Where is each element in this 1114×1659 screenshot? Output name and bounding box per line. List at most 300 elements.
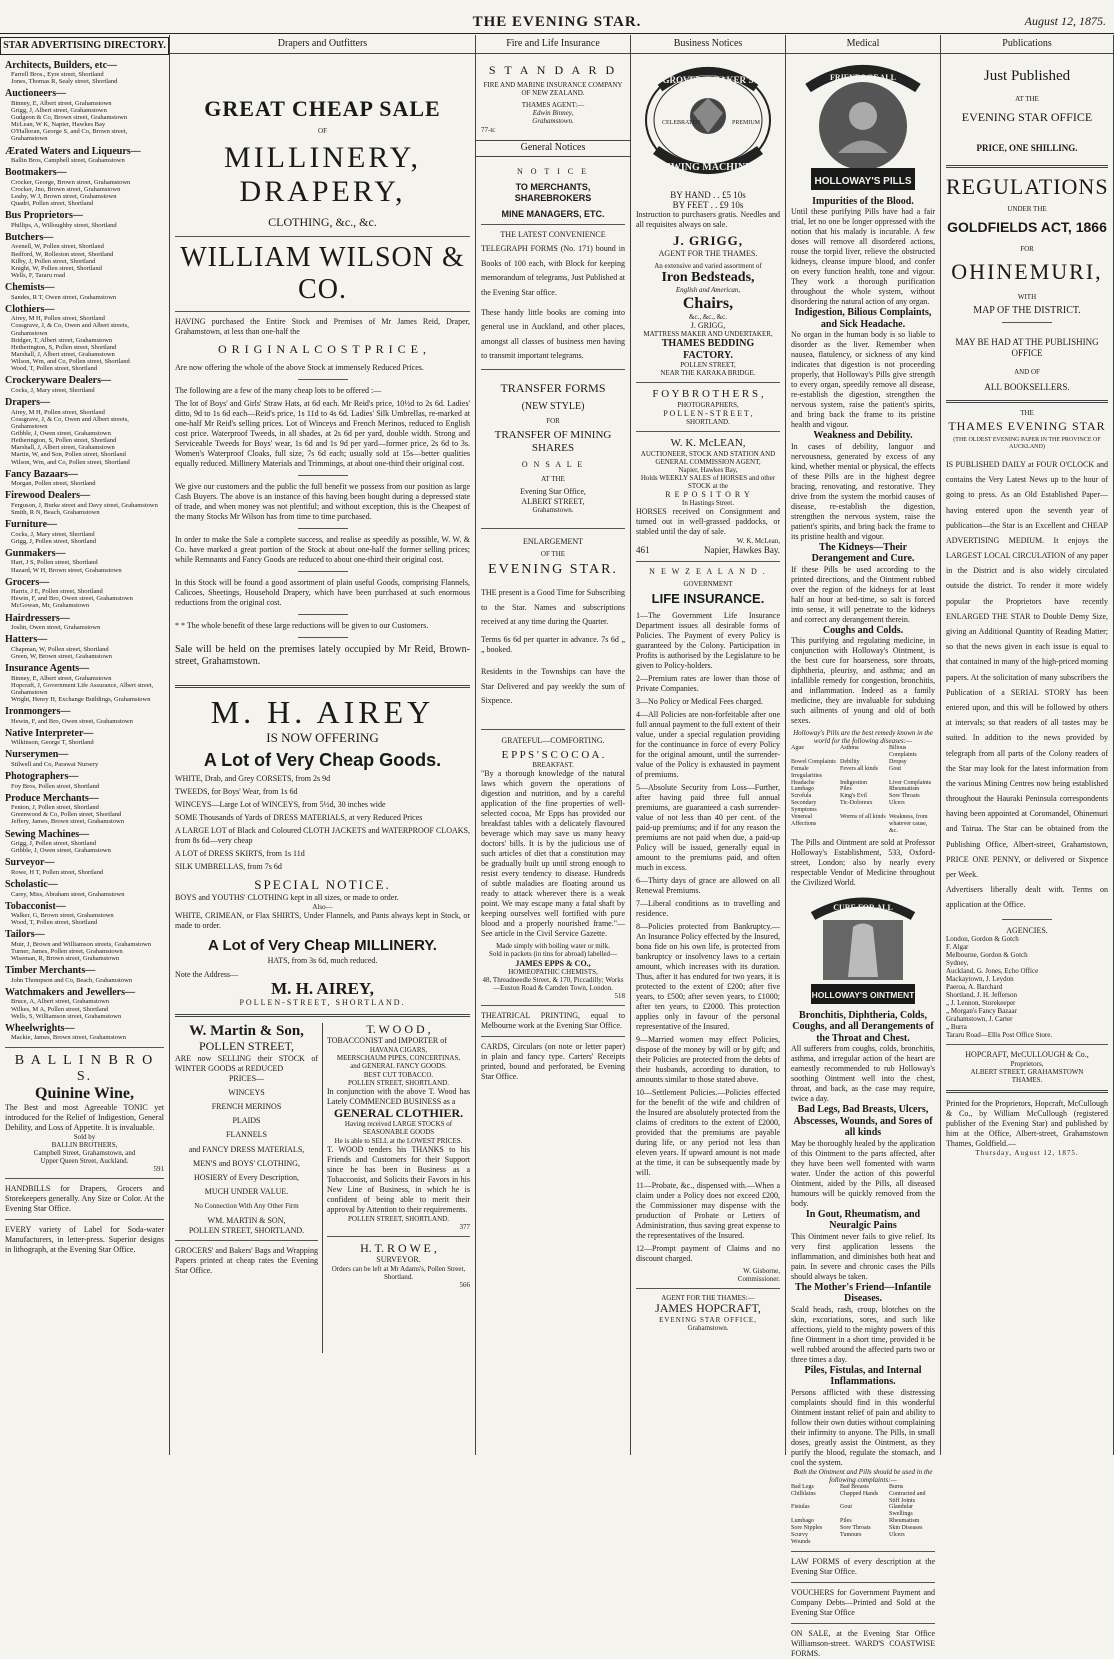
ballin-seller: BALLIN BROTHERS, (51, 1141, 118, 1150)
coastwise-forms: ON SALE, at the Evening Star Office Williamson-street. WARD'S COASTWISE FORMS. (791, 1628, 935, 1658)
disease-item: Secondary Symptoms (791, 800, 817, 814)
drapers-p4: We give our customers and the public the full benefit we possess from our position as large Cash Buyers. The above is an instance of this having been bought during a depressed state of trade, and when money was not plentiful; and without exception, this is the Cheapest of the many Stocks Mr Wilson has from time to time purchased. (175, 481, 470, 521)
directory-entry: Wilson, Wm, and Co, Pollen street, Shortland (11, 358, 130, 366)
pub-albert: ALBERT STREET, GRAHAMSTOWN (970, 1067, 1084, 1076)
gb-premium: PREMIUM (732, 119, 761, 126)
directory-category: Photographers— (5, 771, 79, 783)
drapers-p2: Are now offering the whole of the above Stock at immensely Reduced Prices. (175, 362, 424, 372)
ballin-addr2: Upper Queen Street, Auckland. (40, 1157, 129, 1166)
hats-line: HATS, from 3s 6d, much reduced. (267, 956, 378, 966)
notices-column (476, 35, 631, 1455)
clothing-line: CLOTHING, &c., &c. (268, 214, 377, 229)
directory-entry: Bruce, A, Albert street, Grahamstown (11, 998, 110, 1006)
airey-item: SOME Thousands of Yards of DRESS MATERIALS, at very Reduced Prices (175, 813, 423, 823)
piles-text: Persons afflicted with these distressing complaints should find in this wonderful Ointment instant relief of pain and ability to follow their own duties without complaining their infirmity to anyone. The Pills, in small doses, greatly assist the Ointment, as they purify the blood, regulate the stomach, and cool the system. (791, 1387, 935, 1467)
directory-title: STAR ADVERTISING DIRECTORY. (0, 37, 169, 55)
complaint-item: Chapped Hands (840, 1490, 879, 1497)
gb-celebrated: CELEBRATED (662, 119, 701, 126)
gb-left: GROVER & BAKER'S (662, 74, 754, 85)
drapers-p8: Sale will be held on the premises lately occupied by Mr Reid, Brown-street, Grahamstown. (175, 643, 470, 668)
may-be-had: MAY BE HAD AT THE PUBLISHING OFFICE (955, 337, 1099, 358)
life-point: 5—Absolute Security from Loss—Further, after having paid three full annual premiums, are guaranteed a cash surrender-value of not less than 40 per cent. of the paid-up premiums; and if for any reason the premiums are not paid when due, a paid-up Policy will be issued, generally equal in amount to the premiums paid, and often much in excess. (636, 782, 780, 872)
pub-thames: THAMES. (1011, 1075, 1043, 1084)
epps-addr: 48, Threadneedle Street, & 170, Piccadilly; Works—Euston Road & Camden Town, London. (482, 975, 624, 992)
directory-category: Hairdressers— (5, 612, 70, 624)
directory-entry: Chapman, W, Pollen street, Shortland (11, 645, 109, 653)
by-feet: BY FEET . . £9 10s (672, 199, 744, 210)
complaint-item: Bad Breasts (840, 1483, 869, 1490)
breakfast: BREAKFAST. (532, 761, 574, 770)
complaint-item: Chilblains (791, 1490, 816, 1497)
grocers-bags-ad: GROCERS' and Bakers' Bags and Wrapping Papers printed at cheap rates the Evening Star Office. (175, 1245, 318, 1275)
piles: Piles, Fistulas, and Internal Inflammations. (804, 1364, 922, 1388)
fire-header: Fire and Life Insurance (476, 37, 630, 54)
wood-p2: In conjunction with the above T. Wood has Lately COMMENCED BUSINESS as a (327, 1086, 470, 1106)
enlargement: ENLARGEMENT (523, 536, 583, 546)
directory-category: Produce Merchants— (5, 792, 99, 804)
directory-entry: Wells, F, Tararu road (11, 272, 66, 280)
disease-item: Scrofula (791, 793, 812, 800)
disease-item: Bowel Complaints (791, 758, 836, 765)
standard-title: S T A N D A R D (488, 62, 618, 77)
printed-imprint: Printed for the Proprietors, Hopcraft, McCullough & Co., by William McCullough (registered publisher of the Evening Star) and published by him at the Office, Albert-street, Grahamstown Thames, Goldfield.— (946, 1098, 1108, 1148)
directory-entry: Wiseman, R, Brown street, Grahamstown (11, 955, 120, 963)
airey-addr: POLLEN-STREET, SHORTLAND. (239, 998, 406, 1008)
life-point: 3—No Policy or Medical Fees charged. (636, 696, 763, 706)
general-notices-header: General Notices (476, 140, 630, 158)
general-clothier: GENERAL CLOTHIER. (333, 1105, 464, 1120)
ballin-product: Quinine Wine, (35, 1084, 134, 1102)
note-address: Note the Address— (175, 969, 239, 979)
vouchers: VOUCHERS for Government Payment and Company Debts—Printed and Sold at the Evening Star Office (791, 1587, 935, 1617)
wood-p1: TOBACCONIST and IMPORTER of (327, 1036, 447, 1046)
mothers-text: Scald heads, rash, croup, blotches on the skin, excoriations, sores, and such like affections, yield to the mighty powers of this fine Ointment in a short time, provided it be well rubbed around the affected parts two or three times a day. (791, 1304, 935, 1364)
disease-item: Gout (889, 765, 901, 772)
gb-mid: SEWING MACHINES (658, 161, 758, 173)
issue-date: August 12, 1875. (1024, 14, 1106, 28)
martin-prices: PRICES— (228, 1073, 265, 1083)
directory-entry: Marshall, J, Albert street, Grahamstown (11, 444, 115, 452)
bronchitis: Bronchitis, Diphtheria, Colds, Coughs, and all Derangements of the Throat and Chest. (792, 1009, 934, 1044)
life-point: 12—Prompt payment of Claims and no discount charged. (636, 1243, 780, 1263)
directory-category: Gunmakers— (5, 547, 66, 559)
directory-category: Tobacconist— (5, 900, 66, 912)
directory-entry: Bedford, W, Rolleston street, Shortland (11, 250, 114, 258)
directory-entry: Joslin, Owen street, Grahamstown (11, 624, 101, 632)
life-point: 6—Thirty days of grace are allowed on all Renewal Premiums. (636, 875, 780, 895)
drapers-p5: In order to make the Sale a complete success, and realise as speedily as possible, W. W. & Co. have marked a great portion of the Stock at about one-half the former selling prices; while Remnants and Fancy Goods are reduced to about one-third their original cost. (175, 534, 470, 564)
wood-item: MEERSCHAUM PIPES, CONCERTINAS, (336, 1054, 461, 1063)
directory-entry: Airey, M H, Pollen street, Shortland (11, 315, 105, 323)
agent-entry: Mackaytown, J. Leydon (946, 975, 1014, 984)
disease-item: Worms of all kinds (840, 814, 886, 820)
directory-entry: Green, W, Brown street, Grahamstown (11, 652, 112, 660)
handy-books: These handy little books are coming into general use in Auckland, and other places, amongst all classes of business men having to transmit important telegrams. (481, 308, 625, 361)
thames-evening-star: THAMES EVENING STAR (948, 419, 1106, 434)
directory-entry: Mackie, James, Brown street, Grahamstown (11, 1034, 126, 1042)
millinery-lot: A Lot of Very Cheap MILLINERY. (208, 937, 437, 955)
directory-entry: Wilkes, M A, Pollen street, Shortland (11, 1005, 109, 1013)
mclean-auct: AUCTIONEER, STOCK AND STATION AND GENERAL COMMISSION AGENT, (640, 449, 776, 466)
new-style: (NEW STYLE) (521, 401, 585, 413)
holloway-ointment-label: HOLLOWAY'S OINTMENT (811, 989, 915, 1000)
with-label: WITH (1017, 292, 1037, 301)
wilson-firm: WILLIAM WILSON & CO. (180, 241, 465, 305)
ballin-num: 591 (153, 1165, 164, 1174)
directory-entry: Sandes, R T, Owen street, Grahamstown (11, 293, 117, 301)
airey-item: WINCEYS—Large Lot of WINCEYS, from 5½d, 30 inches wide (175, 800, 386, 810)
disease-item: Rheumatism (889, 786, 920, 793)
mclean-napier2: Napier, Hawkes Bay. (703, 545, 780, 556)
subscribe-text: THE present is a Good Time for Subscribing to the Star. Names and subscriptions received at any time during the Quarter. (481, 588, 625, 626)
complaint-item: Ulcers (889, 1532, 905, 1538)
directory-entry: Martin, W, and Son, Pollen street, Shortland (11, 451, 126, 459)
bronchitis-text: All sufferers from coughs, colds, bronchitis, asthma, and irregular action of the heart are earnestly recommended to rub Holloway's soothing Ointment well into the chest, throat, and back, as the case may require, twice a day. (791, 1044, 935, 1104)
under-the: UNDER THE (1007, 205, 1047, 214)
special-notice: SPECIAL NOTICE. (254, 877, 391, 893)
notice-title: N O T I C E (516, 167, 590, 177)
known-line: Holloway's Pills are the best remedy known in the world for the following diseases:— (793, 729, 933, 746)
boys-notice: BOYS and YOUTHS' CLOTHING kept in all sizes, or made to order. (175, 893, 399, 903)
complaint-item: Skin Diseases (889, 1525, 923, 1532)
publications-header: Publications (941, 37, 1113, 54)
airey-offering: IS NOW OFFERING (266, 729, 379, 745)
life-insurance: LIFE INSURANCE. (651, 590, 765, 606)
also-label: Also— (312, 903, 333, 912)
holloway-ointment-emblem (793, 892, 933, 1007)
agent-name: Edwin Binney, (532, 109, 574, 118)
star-description: IS PUBLISHED DAILY at FOUR O'CLOCK and contains the Very Latest News up to the hour of going to press. As an Old Established Paper—having entered upon the seventh year of publication—the Star is an Excellent and CHEAP ADVERTISING MEDIUM. It enjoys the LARGEST LOCAL CIRCULATION of any paper in the District and is also widely circulated outside the district. To render it more widely popular the Proprietors have recently ENLARGED THE STAR to Double Demy Size, giving an Additional Quantity of Reading Matter; so that the news given in each issue is equal to that contained in many of the high-priced morning papers. At the solicitation of many subscribers the Publication of a SERIAL STORY has been entered upon, and this will be followed by others at intervals; so that readers of all tastes may be suited. In addition to the news provided by telegraph from all parts of the Colony readers of the Star may look for the latest information from the various Mining Centres now being established throughout the Hauraki Peninsula correspondents having been appointed at Coromandel, Ohinemuri and Tairua. The Star can be obtained from the Publishing Office, Albert-street, Grahamstown, PRICE ONE PENNY, or delivered or Sixpence per Week. (946, 459, 1108, 880)
sale-of: OF (318, 126, 327, 135)
holloway-pills-label: HOLLOWAY'S PILLS (814, 175, 912, 187)
directory-entry: Hewin, F, and Bro, Owen street, Grahamstown (11, 595, 133, 603)
james-epps: JAMES EPPS & CO., (515, 958, 591, 968)
sale-title: GREAT CHEAP SALE (204, 95, 441, 121)
wood-p5: T. WOOD tenders his THANKS to his Friends and Customers for their Support since he has been in Business as a Tobacconist, and Solicits their Favors in his New Line of Business, in which he is confident of being able to merit their approval by Attention to their requirements. (327, 1144, 470, 1214)
wood-addr: POLLEN STREET, SHORTLAND. (348, 1078, 449, 1087)
evening-star: EVENING STAR. (488, 562, 618, 578)
martin-item: MUCH UNDER VALUE. (204, 1187, 289, 1197)
directory-entry: Hewin, F, and Bro, Owen street, Grahamstown (11, 717, 133, 725)
publishing-office: EVENING STAR OFFICE (961, 109, 1093, 124)
life-point: 2—Premium rates are lower than those of Private Companies. (636, 673, 780, 693)
directory-entry: O'Halloran, George S, and Co, Brown street, Grahamstown (11, 128, 128, 143)
disease-item: Ulcers (889, 800, 905, 807)
martin-noconn: No Connection With Any Other Firm (194, 1202, 299, 1211)
near-bridge: NEAR THE KARAKA BRIDGE. (660, 369, 756, 378)
directory-category: Scholastic— (5, 879, 58, 890)
mclean-sign: W. K. McLean, (736, 537, 780, 546)
directory-entry: Cocks, J, Mary street, Shortland (11, 386, 95, 394)
holloway-pills-emblem (793, 58, 933, 193)
epps-text: "By a thorough knowledge of the natural laws which govern the operations of digestion and nutrition, and by a careful application of the fine properties of well-selected cocoa, Mr Epps has provided our breakfast tables with a delicately flavoured beverage which may save us many heavy doctors' bills. It is by the judicious use of such articles of diet that a constitution may be gradually built up until strong enough to resist every tendency to disease. Hundreds of subtle maladies are floating around us ready to attack wherever there is a weak point. We may escape many a fatal shaft by keeping ourselves well fortified with pure blood and a properly nourished frame."—See article in the Civil Service Gazette. (481, 769, 625, 939)
directory-entry: Crocker, George, Brown street, Grahamstown (11, 178, 131, 186)
life-point: 11—Probate, &c., dispensed with.—When a claim under a Policy does not exceed £200, the Commissioner may dispense with the production of Probate or Letters of Administration, thus saving great expense to the representatives of the Insured. (636, 1180, 780, 1240)
by-hand: BY HAND . . £5 10s (670, 189, 746, 200)
directory-category: Ærated Waters and Liqueurs— (5, 145, 141, 157)
life-point: 4—All Policies are non-forfeitable after one full annual payment to the full extent of their value, under a special regulation providing for the continuance in force of every Policy for the original amount, until the surrender-value of the Policy is exhausted in payment of premiums. (636, 709, 780, 779)
government: GOVERNMENT (683, 579, 733, 588)
directory-category: Architects, Builders, etc— (5, 59, 118, 71)
complaint-item: Bad Legs (791, 1483, 814, 1490)
complaint-item: Glandular Swellings (889, 1504, 913, 1518)
directory-entry: Cossgrave, J, & Co, Owen and Albert streets, Grahamstown (11, 322, 129, 337)
agent-entry: „ Morgan's Fancy Bazaar (946, 1007, 1017, 1016)
complaint-item: Gout (840, 1504, 852, 1511)
disease-item: King's Evil (840, 793, 867, 800)
disease-item: Venereal Affections (791, 814, 817, 827)
telegraph-forms: TELEGRAPH FORMS (No. 171) bound in Books of 100 each, with Block for keeping memorandum of telegrams, Just Published at the Evening Star office. (481, 244, 625, 297)
directory-entry: Ferguson, J, Burke street and Davy street, Grahamstown (11, 501, 158, 509)
commissioner: Commissioner. (737, 1274, 780, 1283)
chairs: Chairs, (682, 294, 734, 312)
coughs: Coughs and Colds. (822, 624, 904, 636)
agent-entry: Sydney, (946, 958, 969, 967)
star-office-label: EVENING STAR OFFICE, (659, 1315, 757, 1324)
martin-item: and FANCY DRESS MATERIALS, (188, 1144, 305, 1154)
epps-cocoa: E P P S ' S C O C O A . (501, 748, 605, 761)
rowe-name: H. T. R O W E , (360, 1240, 437, 1255)
directory-entry: Gribble, J, Owen street, Grahamstown (11, 430, 111, 437)
complaint-item: Sore Throats (840, 1525, 871, 1532)
directory-category: Auctioneers— (5, 88, 67, 100)
disease-item: Headache (791, 779, 815, 786)
made-simply: Made simply with boiling water or milk. (496, 942, 610, 951)
life-point: 10—Settlement Policies.—Policies effected for the benefit of the wife and children of the Insured are absolutely protected from the claims of creditors to the extent of £2000, provided that the premiums are payable during life, or any period not less than eleven years. If upward amount is not made at the time, it can be subsequently made by will. (636, 1087, 780, 1177)
directory-entry: McGowan, Mr, Grahamstown (11, 602, 90, 610)
sold-packets: Sold in packets (in tins for abroad) labelled— (488, 950, 618, 959)
life-point: 1—The Government Life Insurance Department issues all desirable forms of Policies. The Payment of every Policy is guaranteed by the Colony. Participation in Profits is authorised by the Legislature to be given to Policy-holders. (636, 610, 780, 670)
new-zealand: N E W Z E A L A N D . (649, 566, 767, 576)
gout-text: This Ointment never fails to give relief. Its very first application lessens the inflammation, and diminishes both heat and pain. In severe and chronic cases the Pills should always be taken. (791, 1231, 935, 1281)
directory-entry: Grigg, J, Pollen street, Shortland (11, 840, 97, 848)
impurities-text: Until these purifying Pills have had a fair trial, let no one be longer oppressed with the notion that his malady is incurable. A few doses will remove all disordered actions, rouse the torpid liver, relieve the obstructed kidneys, cleanse impure blood, and confer on every function health, tone and vigour. They work a thorough purification throughout the whole system, without disordering the natural action of any organ. (791, 207, 935, 306)
terms-text: Terms 6s 6d per quarter in advance. 7s 6d „ „ booked. (481, 635, 625, 655)
indigestion-text: No organ in the human body is so liable to disorder as the liver. Remember when nausea, flatulency, or sickness of any kind indicates that digestion is not proceeding properly, that Holloway's Pills give strength to every organ, speedily remove all disease, re-establish the digestion, strengthen the nervous system, raise the patient's spirits, and bring back the frame to its pristine health and vigour. (791, 330, 935, 429)
directory-entry: Phillips, A, Willoughby street, Shortland (11, 221, 117, 229)
drapers-header: Drapers and Outfitters (170, 37, 475, 54)
ohinemuri: OHINEMURI, (951, 259, 1103, 285)
martin-item: FRENCH MERINOS (211, 1102, 282, 1111)
cards-ad: CARDS, Circulars (on note or letter paper) in plain and fancy type. Carters' Receipts printed, bound and perforated, be Evening Star Office. (481, 1041, 625, 1081)
hastings: In Hastings Street. (682, 499, 734, 508)
directory-category: Native Interpreter— (5, 727, 94, 739)
weakness-text: In cases of debility, languor and nervousness, generated by excess of any kind, whether mental or physical, the effects of these Pills are in the highest degree bracing, renovating, and restorative. They drive from the system the morbid causes of disease, re-establish the digestion, strengthen the nervous system, raise the patient's spirits, and bring back the frame to its pristine health and vigour. (791, 441, 935, 541)
directory-entry: Knight, W, Pollen street, Shortland (11, 264, 102, 272)
hopcraft-name: JAMES HOPCRAFT, (655, 1301, 761, 1315)
bedding-factory: THAMES BEDDING FACTORY. (661, 338, 755, 361)
directory-category: Bus Proprietors— (5, 210, 83, 222)
mining-shares: TRANSFER OF MINING SHARES (494, 428, 612, 454)
advertisers: Advertisers liberally dealt with. Terms on application at the Office. (946, 885, 1108, 910)
business-column (631, 35, 786, 1455)
disease-item: Piles (840, 786, 852, 793)
agent-entry: „ J. Lennon, Storekeeper (946, 999, 1016, 1008)
directory-entry: Wells, S, Williamson street, Grahamstown (11, 1012, 122, 1020)
grigg-agent: AGENT FOR THE THAMES. (658, 249, 758, 259)
agencies-title: AGENCIES. (1006, 925, 1048, 935)
mclean-napier: Napier, Hawkes Bay, (678, 465, 738, 474)
directory-category: Sewing Machines— (5, 828, 90, 840)
drapers-list: The lot of Boys' and Girls' Straw Hats, at 6d each. Mr Reid's price, 10½d to 2s 6d. Ladies' ditto, 9d to 1s 6d each—Reid's price, 1s 11d to 4s 6d. Ladies' Silk Umbrellas, re-marked at one-half Mr Reid's selling prices. Lot of Winceys and French Merinos, reduced to English cost price. Waterproof Tweeds, in all shades, at 2s 6d per yard, double width. Strong and Serviceable Tweeds for Boys' wear, 1s 6d and 1s 9d per yard—former price, 2s 6d to 3s. Women's Waterproof Cloaks, full size, 7s 6d each; usually sold at 15s—better qualities equally reduced. Millinery Materials and Trimmings, at about one-third their original cost. (175, 398, 470, 468)
labels-ad: EVERY variety of Label for Soda-water Manufacturers, in letter-press. Superior designs in lithograph, at the Evening Star Office. (5, 1225, 164, 1255)
life-point: 8—Policies protected from Bankruptcy.—An Insurance Policy effected by the Insured, bona fide on his own life, is protected from bankruptcy or insolvency laws to a certain amount, which increases with its duration. Thus, after it has endured for two years, it is protected to the extent of £200; after five years, to £500; after seven years, to £1000; after ten years, to £2000. This protection applies only in favour of the personal representative of the Insured. (636, 921, 780, 1031)
bad-legs-text: May be thoroughly healed by the application of this Ointment to the parts affected, after they have been well fomented with warm water. Under the action of this powerful Ointment, aided by the Pills, all diseased humours will be quickly removed from the body. (791, 1138, 935, 1208)
directory-category: Bootmakers— (5, 167, 67, 179)
grahams-label: Grahamstown. (687, 1323, 729, 1332)
etc-line: &c., &c., &c. (689, 312, 727, 321)
homeopathic: HOMŒOPATHIC CHEMISTS, (508, 967, 598, 976)
directory-entry: Grigg, J, Albert street, Grahamstown (11, 106, 107, 114)
disease-item: Indigestion (840, 779, 867, 786)
medical-header: Medical (786, 37, 940, 54)
wood-addr2: POLLEN STREET, SHORTLAND. (348, 1214, 449, 1223)
hopcraft-proprietors: HOPCRAFT, McCULLOUGH & Co., (965, 1050, 1089, 1060)
business-header: Business Notices (631, 37, 785, 54)
drapers-p6: In this Stock will be found a good assortment of plain useful Goods, comprising Flannels, Calicoes, Sheetings, Household Drapery, which have been purchased at such enormous reductions from the original cost. (175, 577, 470, 607)
fire-num: 77-tc (481, 125, 496, 134)
weakness: Weakness and Debility. (813, 430, 913, 441)
wood-p4: He is able to SELL at the LOWEST PRICES. (334, 1136, 463, 1145)
rowe-role: SURVEYOR. (376, 1255, 421, 1265)
agent-entry: Shortland, J. H. Jefferson (946, 991, 1018, 1000)
airey-addr-name: M. H. AIREY, (271, 978, 374, 998)
directory-entry: Crocker, Jno, Brown street, Grahamstown (11, 185, 121, 193)
airey-lot: A Lot of Very Cheap Goods. (203, 749, 442, 770)
complaint-item: Burns (889, 1483, 904, 1490)
directory-entry: Gribble, J, Owen street, Grahamstown (11, 847, 111, 855)
directory-entry: Wright, Henry H, Exchange Buildings, Grahamstown (11, 695, 151, 703)
wood-item: BEST CUT TOBACCO. (363, 1070, 434, 1079)
impurities: Impurities of the Blood. (812, 195, 914, 207)
rowe-num: 566 (459, 1280, 470, 1289)
epps-num: 518 (614, 991, 625, 1000)
directory-entry: Binney, E, Albert street, Grahamstown (11, 674, 112, 682)
martin-street: POLLEN STREET, (198, 1038, 295, 1053)
booksellers: ALL BOOKSELLERS. (984, 382, 1070, 392)
gisborne: W. Gisborne, (743, 1266, 780, 1275)
map-district: MAP OF THE DISTRICT. (973, 304, 1081, 316)
friends-text: FRIENDS OF ALL (830, 72, 896, 82)
mattress-maker: MATTRESS MAKER AND UNDERTAKER, (643, 330, 773, 339)
wood-item: and GENERAL FANCY GOODS. (350, 1062, 447, 1071)
directory-entry: Cocks, J, Mary street, Shortland (11, 530, 95, 538)
wood-items (327, 1046, 470, 1078)
directory-category: Crockeryware Dealers— (5, 375, 111, 387)
directory-entry: Gudgeon & Co, Brown street, Grahamstown (11, 114, 128, 122)
medical-column (786, 35, 941, 1658)
directory-entry: Wood, T, Pollen street, Shortland (11, 919, 98, 927)
directory-entry: Harris, J E, Pollen street, Shortland (11, 588, 103, 596)
disease-item: Dropsy (889, 758, 907, 765)
thames-agent-label: THAMES AGENT:— (521, 101, 585, 110)
ballin-soldby: Sold by (73, 1133, 96, 1142)
agent-thames: AGENT FOR THE THAMES:— (661, 1293, 755, 1302)
proprietors-label: Proprietors, (1010, 1059, 1044, 1068)
transfer-forms: TRANSFER FORMS (500, 380, 606, 395)
just-published: Just Published (983, 67, 1071, 84)
directory-category: Insurance Agents— (5, 663, 90, 675)
disease-item: Sore Throats (889, 793, 920, 800)
directory-category: Fancy Bazaars— (5, 468, 79, 480)
wood-name: T. W O O D , (366, 1021, 431, 1036)
agent-entry: Auckland, G. Jones, Echo Office (946, 966, 1039, 975)
grateful: GRATEFUL—COMFORTING. (501, 735, 605, 745)
coughs-text: This purifying and regulating medicine, in conjunction with Holloway's Ointment, is the best cure for hoarseness, sore throats, diphtheria, pleurisy, and asthma; and an infallible remedy for congestion, bronchitis, and inflammation. Indeed as a family medicine, they are invaluable for subduing such ailments of young and old of both sexes. (791, 636, 935, 725)
directory-entry: Farrell Bros., Eyre street, Shortland (11, 71, 104, 78)
sewing-machines-emblem (638, 58, 778, 188)
disease-item: Tic-Doloreux (840, 800, 873, 807)
drapers-p7: * * The whole benefit of these large reductions will be given to our Customers. (175, 620, 429, 630)
airey-items (175, 774, 470, 872)
disease-item: Liver Complaints (889, 779, 932, 786)
disease-list (791, 745, 935, 835)
disease-item: Ague (791, 745, 804, 752)
complaint-list (791, 1484, 935, 1546)
cure-for-all: CURE FOR ALL (833, 902, 893, 912)
martin-ad (175, 1023, 323, 1353)
horses-text: HORSES received on Consignment and turned out in well-grassed paddocks, or stabled until the day of sale. (636, 507, 780, 537)
directory-category: Tailors— (5, 929, 45, 941)
directory-entry: Jones, Thomas R, Sealy street, Shortland (11, 78, 118, 86)
bad-legs: Bad Legs, Bad Breasts, Ulcers, Abscesses, Wounds, and Sores of all kinds (793, 1104, 933, 1139)
directory-entry: Wilkinson, George T, Shortland (11, 739, 94, 747)
directory-entry: Kilby, J, Pollen street, Shortland (11, 257, 96, 265)
indigestion: Indigestion, Bilious Complaints, and Sick Headache. (794, 307, 932, 330)
directory-entry: Muir, J, Brown and Williamson streets, Grahamstown (11, 940, 151, 948)
oldest-paper: (THE OLDEST EVENING PAPER IN THE PROVINCE OF AUCKLAND) (953, 437, 1101, 451)
directory-entry: Jeffery, James, Brown street, Grahamstown (11, 818, 124, 826)
life-point: 9—Married women may effect Policies, dispose of the money by will or by gift; and their Policies are protected from the debts of their husbands, according to duration, to amounts similar to those stated above. (636, 1034, 780, 1084)
original-cost: O R I G I N A L C O S T P R I C E , (217, 342, 428, 357)
pollen-street: POLLEN STREET, (680, 361, 736, 370)
repository: R E P O S I T O R Y (665, 490, 751, 500)
directory-entry: Quadri, Pollen street, Shortland (11, 200, 94, 208)
of-the: OF THE (540, 550, 566, 559)
complaint-item: Fistulas (791, 1504, 810, 1511)
directory-entry: Carey, Miss, Abraham street, Grahamstown (11, 890, 125, 898)
directory-entry: Airey, M H, Pollen street, Shortland (11, 408, 105, 416)
directory-entry: Stilwell and Co, Parawai Nursery (11, 760, 99, 768)
directory-entry: Leahy, W J, Brown street, Grahamstown (11, 193, 117, 201)
ballin-addr1: Campbell Street, Grahamstown, and (33, 1149, 136, 1158)
airey-item: SILK UMBRELLAS, from 7s 6d (175, 862, 282, 872)
directory-category: Grocers— (5, 576, 50, 588)
directory-category: Drapers— (5, 397, 50, 409)
foy-shortland: SHORTLAND. (686, 418, 730, 427)
directory-entry: Hazard, W H, Brown street, Grahamstown (11, 566, 122, 574)
at-the-label: AT THE (1015, 94, 1039, 103)
directory-category: Firewood Dealers— (5, 490, 91, 502)
complaint-item: Piles (840, 1518, 852, 1525)
millinery-heading: MILLINERY, DRAPERY, (224, 140, 421, 209)
directory-entry: Morgan, Pollen street, Shortland (11, 480, 96, 488)
agent-entry: F. Algar (946, 942, 969, 951)
agent-entry: London, Gordon & Gotch (946, 934, 1019, 943)
extensive: An extensive and varied assortment of (654, 262, 762, 271)
residents-text: Residents in the Townships can have the Star Delivered and pay weekly the sum of Sixpence. (481, 667, 625, 706)
mclean-name: W. K. McLEAN, (670, 437, 746, 450)
english-american: English and American, (675, 286, 741, 295)
directory-entry: Greenwood & Co, Pollen street, Shortland (11, 811, 122, 819)
theatrical-ad: THEATRICAL PRINTING, equal to Melbourne work at the Evening Star Office. (481, 1010, 625, 1030)
star-office: Evening Star Office, (520, 487, 586, 497)
directory-entry: Smith, R N, Beach, Grahamstown (11, 508, 100, 516)
grigg-name2: J. GRIGG, (690, 320, 726, 330)
gout: In Gout, Rheumatism, and Neuralgic Pains (805, 1208, 921, 1232)
directory-category: Wheelwrights— (5, 1022, 75, 1034)
instructions: Instruction to purchasers gratis. Needles and all requisites always on sale. (636, 210, 780, 230)
